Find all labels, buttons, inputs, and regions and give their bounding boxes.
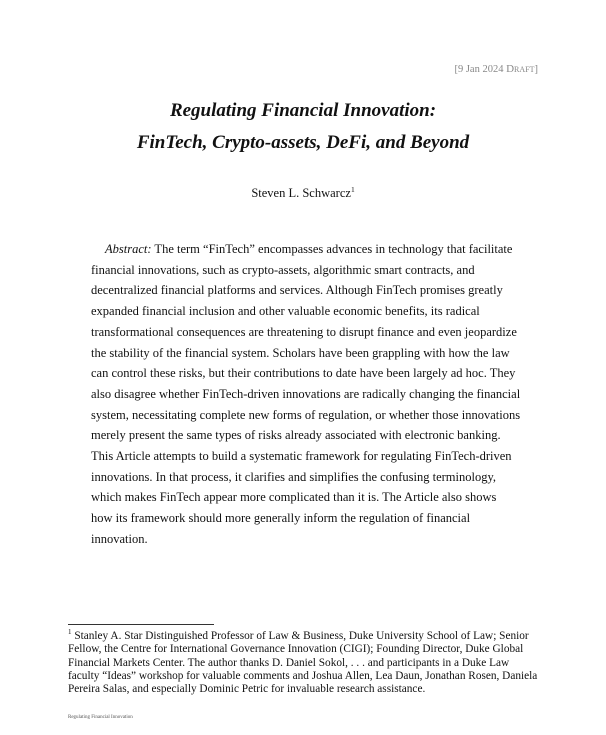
draft-close: ] bbox=[534, 64, 538, 75]
author-footnote-mark[interactable]: 1 bbox=[350, 184, 355, 194]
draft-date: [9 Jan 2024 bbox=[454, 64, 504, 75]
title-line-2: FinTech, Crypto-assets, DeFi, and Beyond bbox=[136, 132, 470, 153]
footnote-divider bbox=[68, 624, 214, 625]
abstract bbox=[91, 239, 521, 550]
author-line bbox=[0, 186, 606, 201]
footnote-mark: 1 bbox=[68, 628, 72, 637]
running-footer: Regulating Financial Innovation bbox=[68, 715, 133, 720]
draft-label: Draft bbox=[506, 63, 535, 75]
footnote bbox=[68, 630, 538, 696]
abstract-text: The term “FinTech” encompasses advances in technology that facilitate financial innovations, such as crypto-assets, algorithmic smart contracts, and decentralized financial platforms and services. Although FinTech promises greatly expanded financial inclusion and other valuable economic benefits, its radical transformational consequences are threatening to disrupt finance and even jeopardize the stability of the financial system. Scholars have been grappling with how the law can control these risks, but their contributions to date have been largely ad hoc. They also disagree whether FinTech-driven innovations are radically changing the financial system, necessitating complete new forms of regulation, or whether those innovations merely present the same types of risks already associated with electronic banking. This Article attempts to build a systematic framework for regulating FinTech-driven innovations. In that process, it clarifies and simplifies the confusing terminology, which makes FinTech appear more complicated than it is. The Article also shows how its framework should more generally inform the regulation of financial innovation. bbox=[91, 242, 521, 546]
draft-stamp bbox=[454, 63, 538, 75]
title-line-1: Regulating Financial Innovation: bbox=[169, 100, 437, 121]
author-name: Steven L. Schwarcz bbox=[251, 186, 351, 200]
footnote-text: Stanley A. Star Distinguished Professor of Law & Business, Duke University School of Law; Senior Fellow, the Centre for International Governance Innovation (CIGI); Founding Director, Duke Global Financial Markets Center. The author thanks D. Daniel Sokol, . . . and participants in a Duke Law faculty “Ideas” workshop for valuable comments and Joshua Allen, Lea Daun, Jonathan Rosen, Daniela Pereira Salas, and especially Dominic Petric for invaluable research assistance. bbox=[68, 630, 538, 696]
abstract-label: Abstract: bbox=[105, 242, 152, 256]
